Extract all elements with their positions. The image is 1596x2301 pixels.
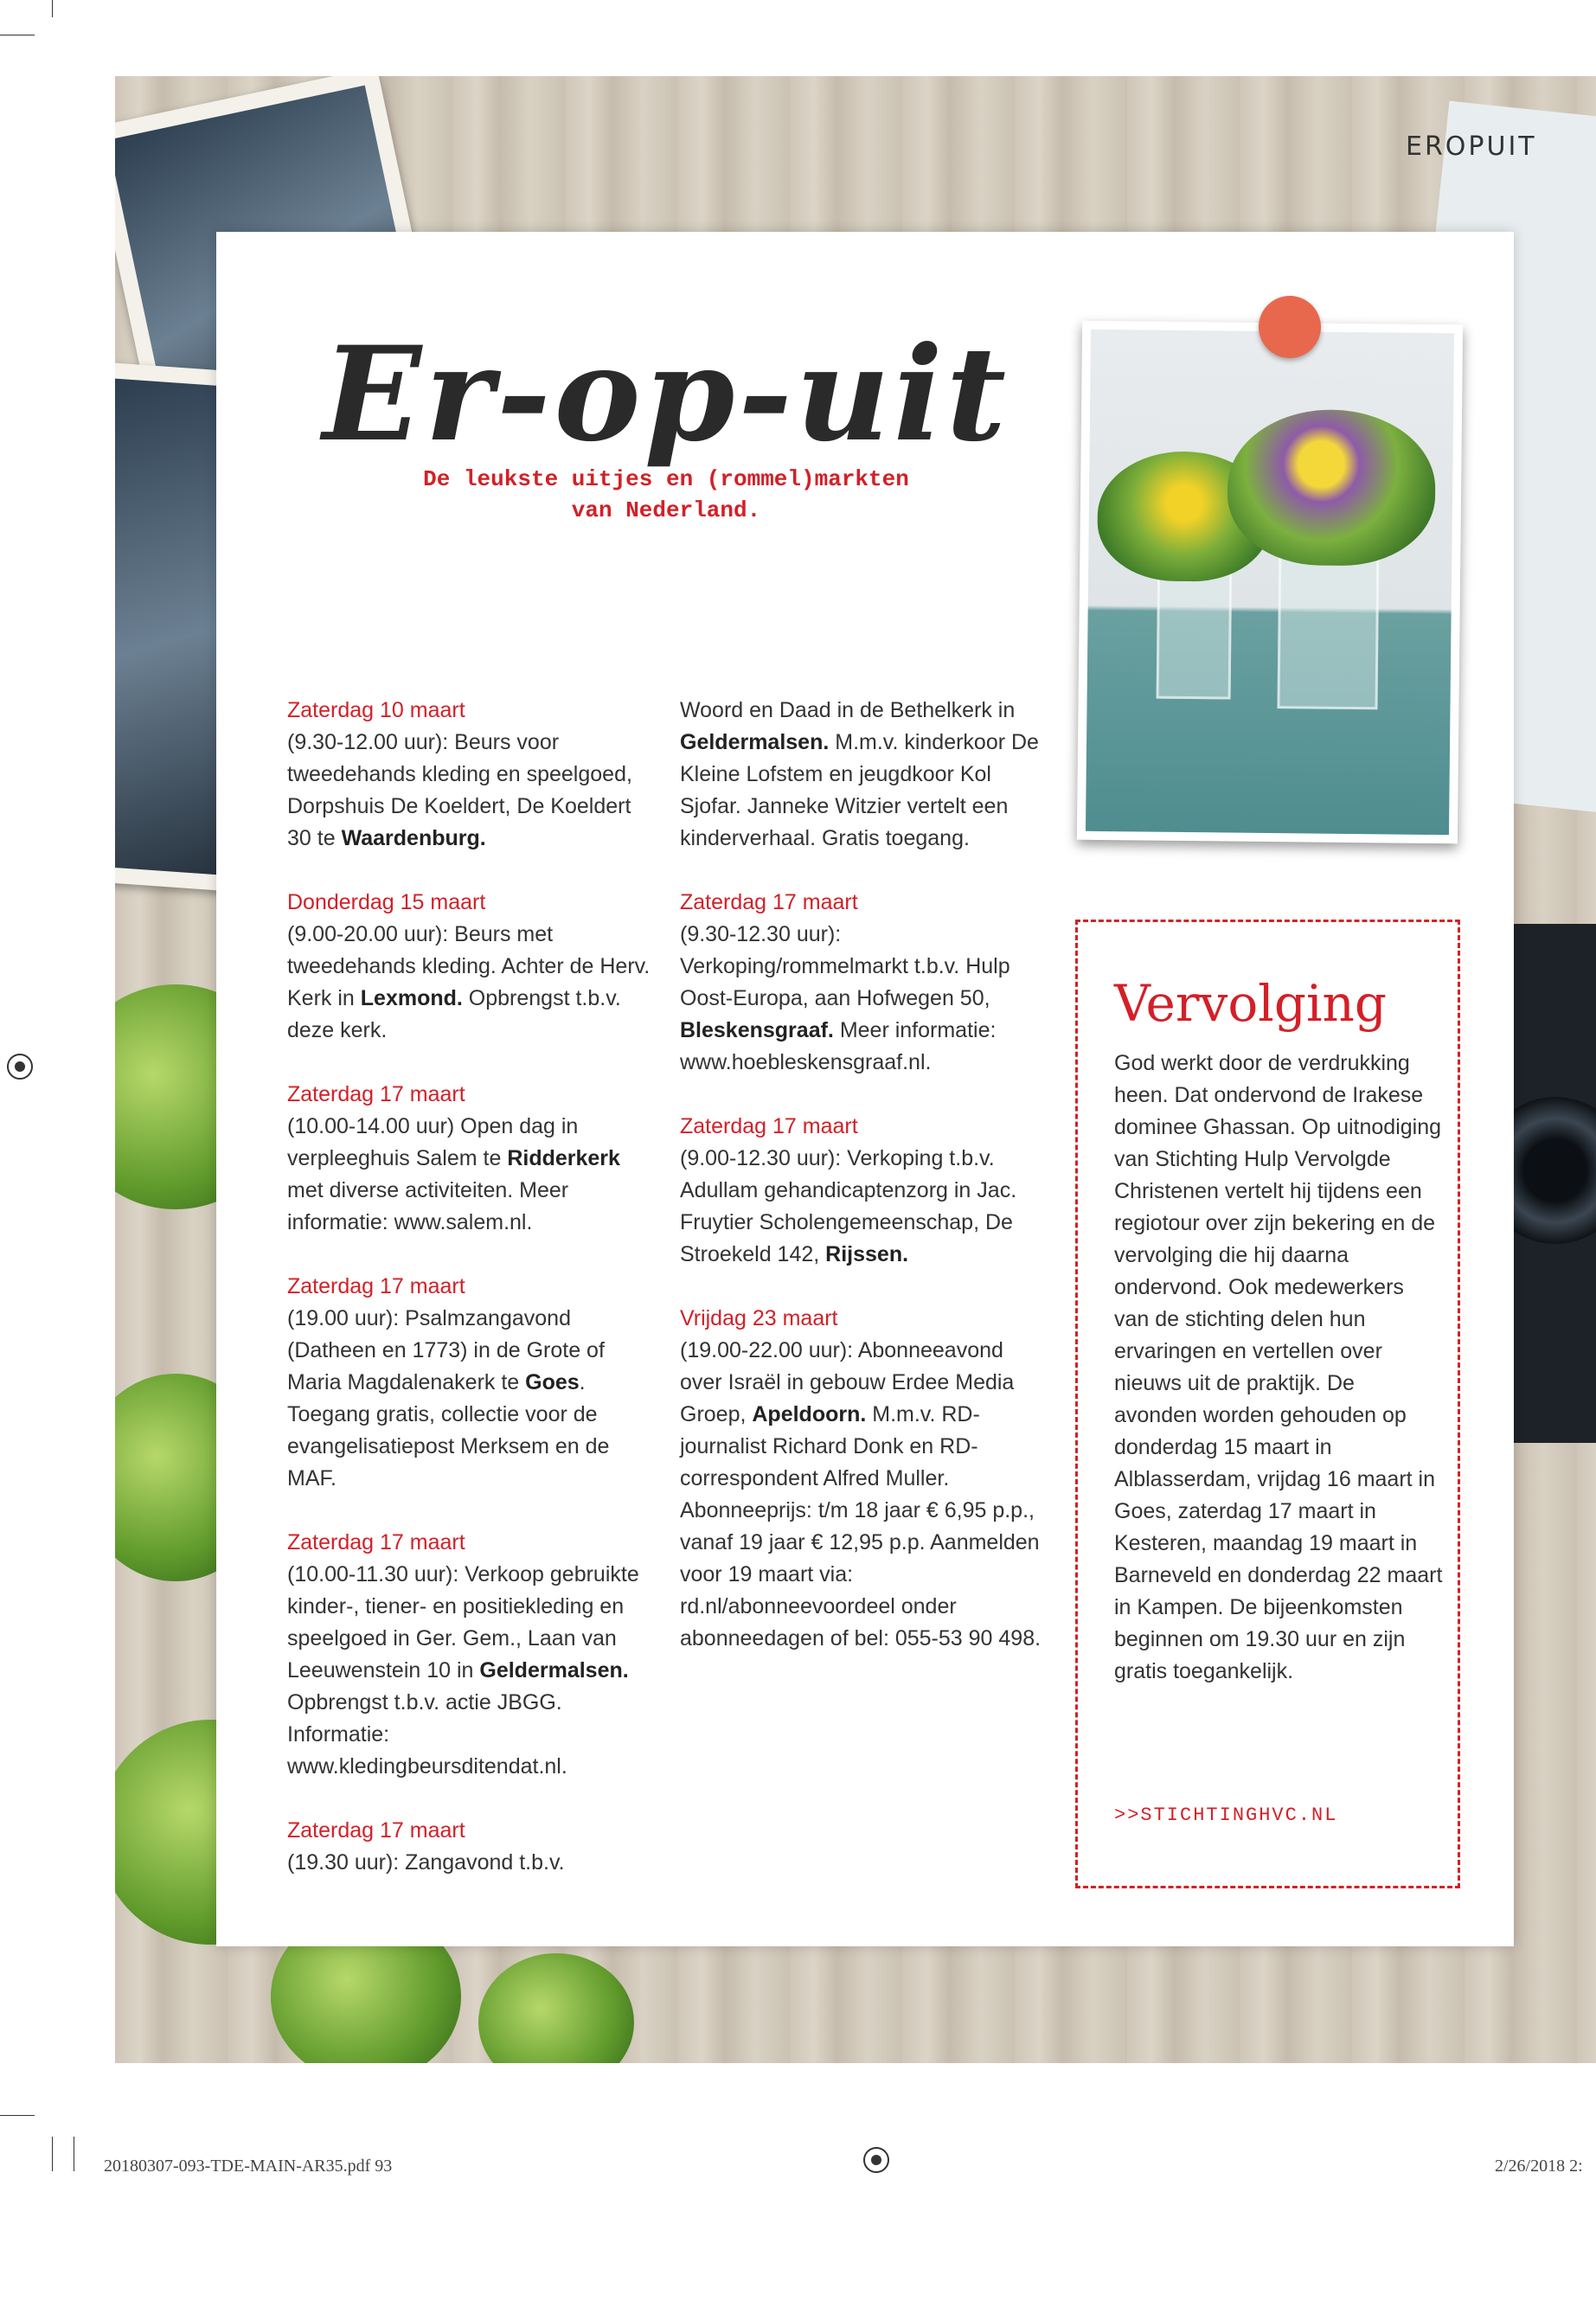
event-date: Zaterdag 17 maart: [287, 1274, 465, 1298]
events-column-1: [287, 695, 651, 1911]
events-column-2: [680, 695, 1043, 1687]
footer-filename: 20180307-093-TDE-MAIN-AR35.pdf 93: [104, 2157, 393, 2176]
event-location: Lexmond.: [360, 986, 463, 1010]
event-date: Zaterdag 17 maart: [680, 890, 858, 914]
section-tag: EROPUIT: [1406, 131, 1537, 162]
page-title: Er-op-uit: [322, 318, 1010, 471]
event-text: met diverse activiteiten. Meer informatie: www.salem.nl.: [287, 1178, 569, 1234]
event-text: (9.00-20.00 uur): Beurs met tweedehands kleding. Achter de Herv. Kerk in: [287, 922, 651, 1010]
event-item: [287, 1271, 651, 1495]
event-text: (9.30-12.00 uur): Beurs voor tweedehands kleding en speelgoed, Dorpshuis De Koeldert, De Koeldert 30 te: [287, 730, 632, 850]
event-item: [680, 1111, 1043, 1271]
box-title: Vervolging: [1114, 974, 1388, 1033]
event-text: . Toegang gratis, collectie voor de evangelisatiepost Merksem en de MAF.: [287, 1370, 610, 1490]
event-item: [287, 1527, 651, 1783]
event-text: (9.00-12.30 uur): Verkoping t.b.v. Adullam gehandicaptenzorg in Jac. Fruytier Scholengemeenschap, De Stroekeld 142,: [680, 1146, 1017, 1266]
registration-mark-icon: [863, 2147, 889, 2173]
event-item: [287, 887, 651, 1047]
crop-mark: [52, 0, 53, 17]
event-location: Waardenburg.: [341, 826, 486, 850]
event-location: Ridderkerk: [507, 1146, 620, 1170]
tulips-photo: [1077, 321, 1463, 844]
crop-mark: [52, 2137, 53, 2171]
box-link[interactable]: >>STICHTINGHVC.NL: [1114, 1804, 1338, 1826]
footer-date: 2/26/2018 2:: [1495, 2157, 1583, 2176]
event-item: [287, 1079, 651, 1239]
event-date: Zaterdag 10 maart: [287, 698, 465, 722]
event-item: [680, 695, 1043, 855]
event-location: Apeldoorn.: [752, 1402, 867, 1426]
event-item: [287, 695, 651, 855]
registration-mark-icon: [7, 1054, 33, 1080]
event-item: [287, 1815, 651, 1879]
crop-mark: [0, 2115, 35, 2116]
event-date: Zaterdag 17 maart: [287, 1082, 465, 1106]
event-location: Rijssen.: [825, 1242, 909, 1266]
event-text: (19.30 uur): Zangavond t.b.v.: [287, 1850, 565, 1875]
event-date: Vrijdag 23 maart: [680, 1306, 838, 1330]
event-text: (9.30-12.30 uur): Verkoping/rommelmarkt t.b.v. Hulp Oost-Europa, aan Hofwegen 50,: [680, 922, 1010, 1010]
pushpin-icon: [1259, 296, 1321, 358]
event-location: Bleskensgraaf.: [680, 1018, 834, 1042]
event-item: [680, 887, 1043, 1079]
event-date: Donderdag 15 maart: [287, 890, 486, 914]
event-text: (10.00-11.30 uur): Verkoop gebruikte kinder-, tiener- en positiekleding en speelgoed in Ger. Gem., Laan van Leeuwenstein 10 in: [287, 1562, 639, 1682]
event-text: M.m.v. RD-journalist Richard Donk en RD-correspondent Alfred Muller. Abonneeprijs: t/m 18 jaar € 6,95 p.p., vanaf 19 jaar € 12,95 p.p. Aanmelden voor 19 maart via: rd.nl/abonneevoordeel onder abonneedagen of bel: 055-53 90 498.: [680, 1402, 1042, 1650]
event-date: Zaterdag 17 maart: [287, 1818, 465, 1843]
event-text: Opbrengst t.b.v. actie JBGG. Informatie: www.kledingbeursditendat.nl.: [287, 1690, 567, 1779]
event-item: [680, 1303, 1043, 1655]
event-date: Zaterdag 17 maart: [680, 1114, 858, 1138]
event-text: Meer informatie: www.hoebleskensgraaf.nl.: [680, 1018, 997, 1074]
event-date: Zaterdag 17 maart: [287, 1530, 465, 1554]
event-text: Opbrengst t.b.v. deze kerk.: [287, 986, 621, 1042]
event-text: (10.00-14.00 uur) Open dag in verpleeghuis Salem te: [287, 1114, 579, 1170]
tulip-bouquet: [1227, 408, 1436, 567]
subtitle-line: van Nederland.: [571, 497, 761, 523]
box-text: God werkt door de verdrukking heen. Dat ondervond de Irakese dominee Ghassan. Op uitnodiging van Stichting Hulp Vervolgde Christenen vertelt hij tijdens een regiotour over zijn bekering en de vervolging die hij daarna ondervond. Ook medewerkers van de stichting delen hun ervaringen en vertellen over nieuws uit de praktijk. De avonden worden gehouden op donderdag 15 maart in Alblasserdam, vrijdag 16 maart in Goes, zaterdag 17 maart in Kesteren, maandag 19 maart in Barneveld en donderdag 22 maart in Kampen. De bijeenkomsten beginnen om 19.30 uur en zijn gratis toegankelijk.: [1114, 1051, 1443, 1683]
event-text: M.m.v. kinderkoor De Kleine Lofstem en jeugdkoor Kol Sjofar. Janneke Witzier vertelt een kinderverhaal. Gratis toegang.: [680, 730, 1039, 850]
event-location: Geldermalsen.: [680, 730, 830, 754]
event-text: (19.00 uur): Psalmzangavond (Datheen en 1773) in de Grote of Maria Magdalenakerk te: [287, 1306, 605, 1394]
event-location: Goes: [525, 1370, 580, 1394]
vervolging-box: [1075, 920, 1460, 1888]
subtitle-line: De leukste uitjes en (rommel)markten: [423, 466, 909, 492]
page-subtitle: [285, 464, 1047, 526]
event-text: (19.00-22.00 uur): Abonneeavond over Israël in gebouw Erdee Media Groep,: [680, 1338, 1015, 1426]
event-location: Geldermalsen.: [479, 1658, 629, 1682]
article-card: [216, 232, 1514, 1946]
event-text: Woord en Daad in de Bethelkerk in: [680, 698, 1016, 722]
plant-leaf: [478, 1953, 634, 2063]
